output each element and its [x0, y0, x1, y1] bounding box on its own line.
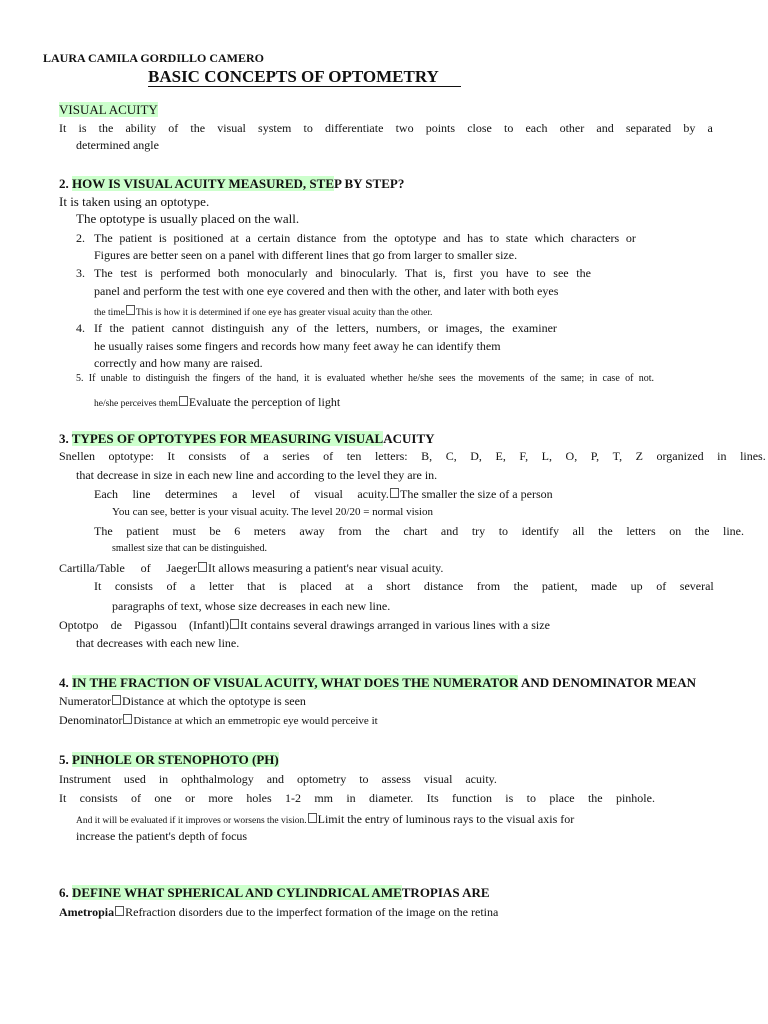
- placeholder-glyph-icon: [390, 488, 399, 498]
- section-heading-q5: 5. PINHOLE OR STENOPHOTO (PH): [59, 752, 279, 767]
- q2-item-3: The test is performed both monocularly and binocularly. That is, first you have to see the: [94, 266, 591, 280]
- section-heading-q6: 6. DEFINE WHAT SPHERICAL AND CYLINDRICAL AMETROPIAS ARE: [59, 885, 490, 900]
- snellen-line-2: that decrease in size in each new line and according to the level they are in.: [76, 468, 438, 482]
- placeholder-glyph-icon: [179, 396, 188, 406]
- page-title: BASIC CONCEPTS OF OPTOMETRY: [148, 67, 439, 86]
- q2-item-2-cont: Figures are better seen on a panel with different lines that go from larger to smaller size.: [94, 248, 518, 262]
- placeholder-glyph-icon: [115, 906, 124, 916]
- q2-item-4-cont: he usually raises some fingers and records how many feet away he can identify them: [94, 339, 501, 353]
- q2-line-1: It is taken using an optotype.: [59, 194, 210, 209]
- visual-acuity-definition-cont: determined angle: [76, 138, 159, 152]
- snellen-line-1: Snellen optotype: It consists of a series of ten letters: B, C, D, E, F, L, O, P, T, Z organized in lines.: [59, 449, 766, 463]
- placeholder-glyph-icon: [230, 619, 239, 629]
- placeholder-glyph-icon: [198, 562, 207, 572]
- pigassou-line-1: Optotpo de Pigassou (Infantl) It contains several drawings arranged in various lines with a size: [59, 618, 550, 632]
- pinhole-line-4: increase the patient's depth of focus: [76, 829, 248, 843]
- placeholder-glyph-icon: [112, 695, 121, 705]
- q2-item-3-num: 3.: [76, 266, 85, 280]
- q2-line-2: The optotype is usually placed on the wall.: [76, 211, 300, 226]
- section-heading-q3: 3. TYPES OF OPTOTYPES FOR MEASURING VISUALACUITY: [59, 431, 435, 446]
- jaeger-line-2: It consists of a letter that is placed at a short distance from the patient, made up of several: [94, 579, 714, 593]
- pigassou-line-2: that decreases with each new line.: [76, 636, 240, 650]
- snellen-line-6: smallest size that can be distinguished.: [112, 543, 267, 554]
- snellen-line-5: The patient must be 6 meters away from the chart and try to identify all the letters on the line.: [94, 524, 744, 538]
- section-heading-q2: 2. HOW IS VISUAL ACUITY MEASURED, STEP BY STEP?: [59, 176, 405, 191]
- q2-item-2-num: 2.: [76, 231, 85, 245]
- jaeger-line-1: Cartilla/Table of Jaeger It allows measuring a patient's near visual acuity.: [59, 561, 444, 575]
- placeholder-glyph-icon: [126, 305, 135, 315]
- q2-item-3-cont: panel and perform the test with one eye covered and then with the other, and later with both eyes: [94, 284, 559, 298]
- q2-item-2: The patient is positioned at a certain distance from the optotype and has to state which characters or: [94, 231, 636, 245]
- visual-acuity-definition: It is the ability of the visual system to differentiate two points close to each other and separated by a: [59, 121, 713, 135]
- placeholder-glyph-icon: [123, 714, 132, 724]
- title-underline: [148, 86, 461, 87]
- numerator-definition: Numerator Distance at which the optotype is seen: [59, 694, 306, 708]
- q2-item-5: 5. If unable to distinguish the fingers of the hand, it is evaluated whether he/she sees the movements of the same; in case of not.: [76, 373, 654, 384]
- pinhole-line-1: Instrument used in ophthalmology and optometry to assess visual acuity.: [59, 772, 497, 786]
- q2-item-4: If the patient cannot distinguish any of the letters, numbers, or images, the examiner: [94, 321, 557, 335]
- ametropia-definition: Ametropia Refraction disorders due to the imperfect formation of the image on the retina: [59, 905, 499, 919]
- section-heading-q4: 4. IN THE FRACTION OF VISUAL ACUITY, WHAT DOES THE NUMERATOR AND DENOMINATOR MEAN: [59, 675, 697, 690]
- placeholder-glyph-icon: [308, 813, 317, 823]
- section-heading-visual-acuity: VISUAL ACUITY: [59, 102, 158, 117]
- q2-item-3-note: the time This is how it is determined if one eye has greater visual acuity than the other.: [94, 305, 432, 319]
- jaeger-line-3: paragraphs of text, whose size decreases in each new line.: [112, 599, 391, 613]
- q2-item-4-num: 4.: [76, 321, 85, 335]
- pinhole-line-2: It consists of one or more holes 1-2 mm in diameter. Its function is to place the pinhole.: [59, 791, 655, 805]
- snellen-line-4: You can see, better is your visual acuity. The level 20/20 = normal vision: [112, 506, 433, 518]
- author-name: LAURA CAMILA GORDILLO CAMERO: [43, 51, 265, 65]
- snellen-line-3: Each line determines a level of visual acuity. The smaller the size of a person: [94, 487, 553, 501]
- q2-item-4-cont-2: correctly and how many are raised.: [94, 356, 263, 370]
- q2-item-5-cont: he/she perceives them Evaluate the perception of light: [94, 395, 341, 409]
- denominator-definition: Denominator Distance at which an emmetropic eye would perceive it: [59, 713, 378, 727]
- pinhole-line-3: And it will be evaluated if it improves or worsens the vision. Limit the entry of luminous rays to the visual axis for: [76, 812, 575, 826]
